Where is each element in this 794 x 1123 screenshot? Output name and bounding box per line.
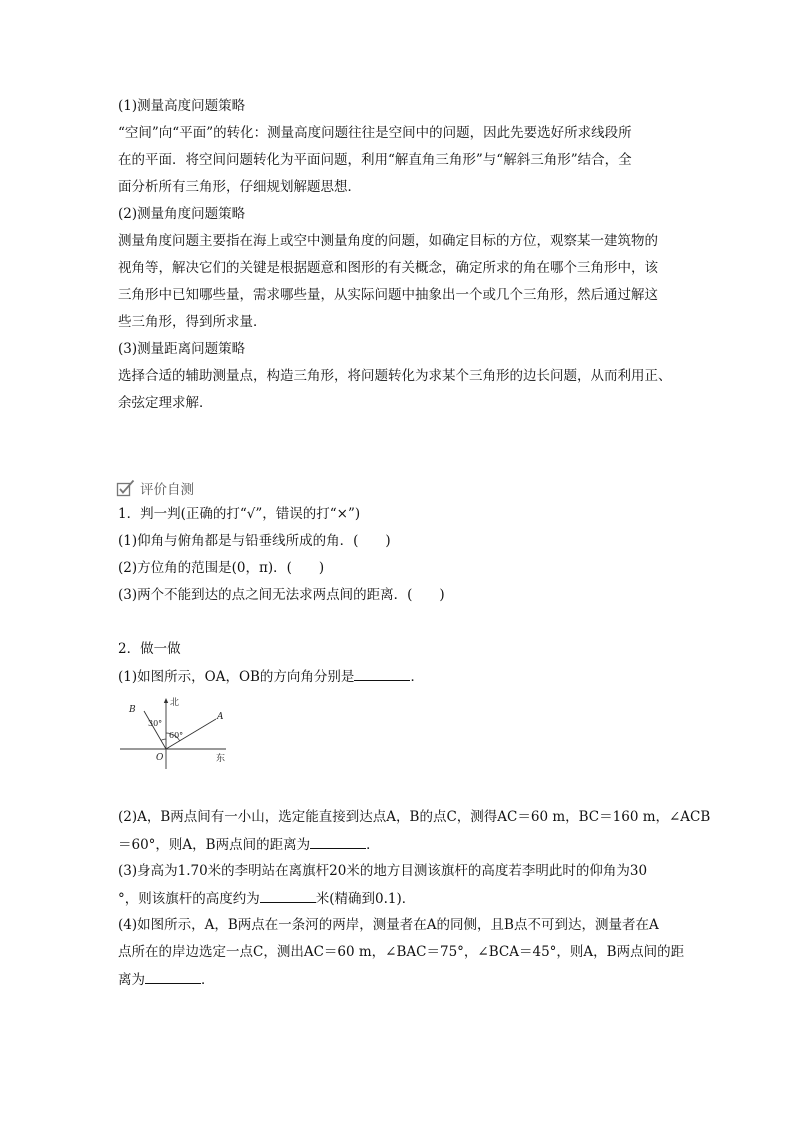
q2-4-line: (4)如图所示，A，B两点在一条河的两岸，测量者在A的同侧，且B点不可到达，测量者在A [118,917,659,933]
answer-blank[interactable] [354,666,410,681]
q2-3 [118,888,688,909]
q2-4-end: ． [201,972,215,988]
point-b-label: B [129,705,136,715]
answer-blank[interactable] [145,969,201,984]
angle-strategy-line: 些三角形，得到所求量． [118,314,267,330]
q2-3-text: °，则该旗杆的高度约为 [118,891,260,907]
q2-1-end: ． [410,669,424,685]
distance-strategy-line: 余弦定理求解． [118,395,213,411]
angle-strategy-line: 视角等，解决它们的关键是根据题意和图形的有关概念，确定所求的角在哪个三角形中，该 [118,260,658,276]
origin-o-label: O [156,753,164,763]
distance-strategy-title: (3)测量距离问题策略 [118,341,246,357]
angle-60-label: 60° [169,731,184,740]
self-test-heading [116,478,194,498]
answer-blank[interactable] [310,834,366,849]
q2-title: 2．做一做 [118,641,181,657]
q2-4-line: 点所在的岸边选定一点C，测出AC＝60 m，∠BAC＝75°，∠BCA＝45°，则A，B两点间的距 [118,944,685,960]
north-label: 北 [170,698,180,708]
direction-angle-figure [116,697,230,771]
q2-2-line: (2)A，B两点间有一小山，选定能直接到达点A，B的点C，测得AC＝60 m，BC＝160 m，∠ACB [118,809,711,825]
q2-2 [118,834,688,855]
angle-strategy-line: 测量角度问题主要指在海上或空中测量角度的问题，如确定目标的方位，观察某一建筑物的 [118,233,658,249]
height-strategy-line: 在的平面．将空间问题转化为平面问题，利用“解直角三角形”与“解斜三角形”结合，全 [118,152,632,168]
q2-3-end: 米(精确到0.1)． [315,891,416,907]
q2-3-line: (3)身高为1.70米的李明站在离旗杆20米的地方目测该旗杆的高度若李明此时的仰角为30 [118,863,648,879]
q2-1 [118,666,688,687]
distance-strategy-line: 选择合适的辅助测量点，构造三角形，将问题转化为求某个三角形的边长问题，从而利用正、 [118,368,672,384]
answer-blank[interactable] [260,888,316,903]
point-a-label: A [217,712,224,722]
q1-title: 1．判一判(正确的打“√”，错误的打“×”) [118,506,361,522]
checkbox-pencil-icon [116,479,136,497]
q1-item: (2)方位角的范围是(0，π)．( ) [118,560,325,576]
height-strategy-line: “空间”向“平面”的转化：测量高度问题往往是空间中的问题，因此先要选好所求线段所 [118,125,632,141]
q1-item: (3)两个不能到达的点之间无法求两点间的距离．( ) [118,587,445,603]
q2-2-text: ＝60°，则A，B两点间的距离为 [118,837,311,853]
height-strategy-title: (1)测量高度问题策略 [118,98,246,114]
q2-2-end: ． [366,837,380,853]
angle-strategy-line: 三角形中已知哪些量，需求哪些量，从实际问题中抽象出一个或几个三角形，然后通过解这 [118,287,658,303]
self-test-heading-text: 评价自测 [140,482,194,498]
height-strategy-line: 面分析所有三角形，仔细规划解题思想． [118,179,361,195]
angle-30-label: 30° [148,719,163,728]
q2-4 [118,969,688,990]
q2-4-text: 离为 [118,972,145,988]
q2-1-text: (1)如图所示，OA，OB的方向角分别是 [118,669,355,685]
q1-item: (1)仰角与俯角都是与铅垂线所成的角．( ) [118,533,391,549]
east-label: 东 [216,754,226,764]
angle-strategy-title: (2)测量角度问题策略 [118,206,246,222]
